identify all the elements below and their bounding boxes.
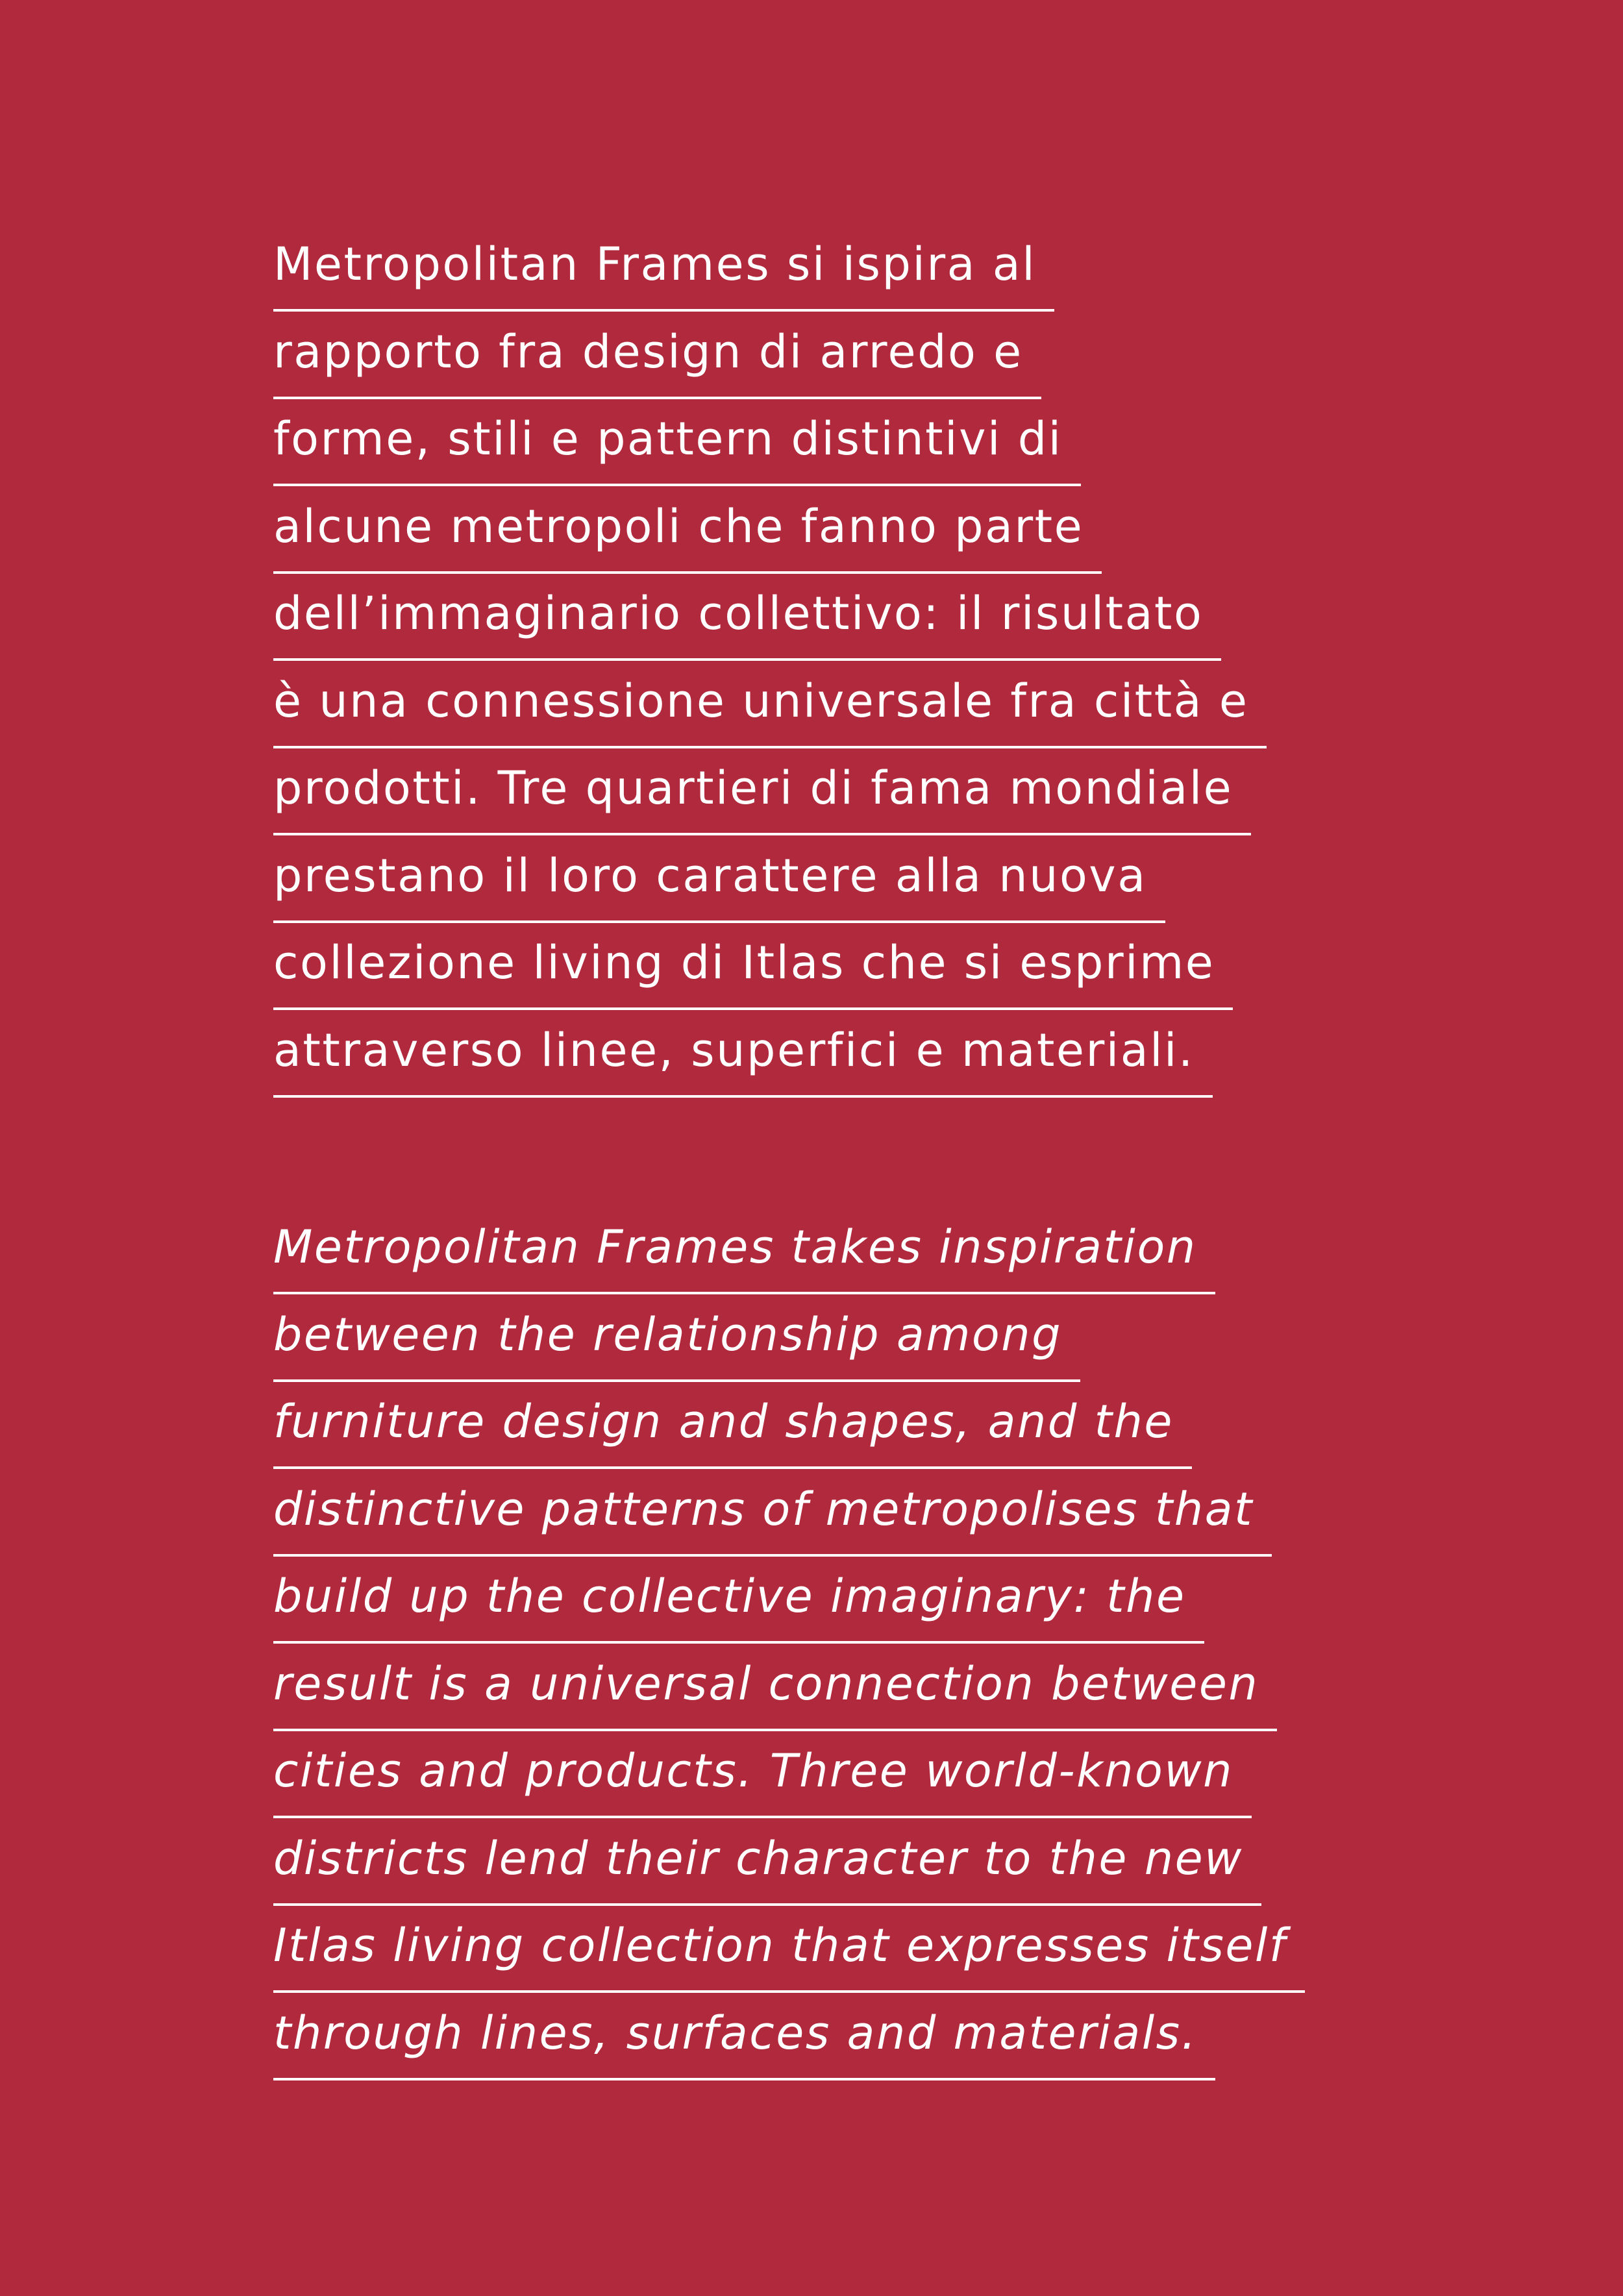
- line-text: collezione living di Itlas che si esprime: [273, 930, 1233, 1010]
- line-text: alcune metropoli che fanno parte: [273, 494, 1102, 574]
- english-line: [273, 1913, 1305, 2001]
- line-text: è una connessione universale fra città e: [273, 669, 1267, 748]
- line-text: dell’immaginario collettivo: il risultato: [273, 581, 1221, 661]
- line-text: Metropolitan Frames takes inspiration: [273, 1215, 1215, 1294]
- line-text: districts lend their character to the new: [273, 1826, 1261, 1906]
- line-text: forme, stili e pattern distintivi di: [273, 406, 1081, 486]
- line-text: attraverso linee, superfici e materiali.: [273, 1018, 1213, 1098]
- italian-line: [273, 494, 1102, 582]
- english-line: [273, 1826, 1261, 1914]
- english-line: [273, 1302, 1080, 1390]
- english-line: [273, 1651, 1277, 1739]
- italian-line: [273, 1018, 1213, 1105]
- italian-line: [273, 669, 1267, 756]
- line-text: Metropolitan Frames si ispira al: [273, 232, 1054, 312]
- english-line: [273, 1564, 1204, 1651]
- line-text: result is a universal connection between: [273, 1651, 1277, 1731]
- line-text: prodotti. Tre quartieri di fama mondiale: [273, 756, 1251, 835]
- english-line: [273, 1477, 1272, 1564]
- line-text: prestano il loro carattere alla nuova: [273, 843, 1165, 923]
- line-text: rapporto fra design di arredo e: [273, 319, 1041, 399]
- line-text: between the relationship among: [273, 1302, 1080, 1382]
- english-paragraph: [273, 1215, 1305, 2088]
- italian-line: [273, 843, 1165, 931]
- italian-paragraph: [273, 232, 1267, 1105]
- line-text: furniture design and shapes, and the: [273, 1389, 1192, 1469]
- italian-line: [273, 319, 1041, 407]
- english-line: [273, 1389, 1192, 1477]
- italian-line: [273, 756, 1251, 843]
- line-text: build up the collective imaginary: the: [273, 1564, 1204, 1644]
- english-line: [273, 1215, 1215, 1302]
- line-text: through lines, surfaces and materials.: [273, 2001, 1215, 2080]
- italian-line: [273, 406, 1081, 494]
- italian-line: [273, 930, 1233, 1018]
- italian-line: [273, 232, 1054, 319]
- english-line: [273, 1738, 1252, 1826]
- line-text: distinctive patterns of metropolises that: [273, 1477, 1272, 1557]
- english-line: [273, 2001, 1215, 2088]
- line-text: Itlas living collection that expresses itself: [273, 1913, 1305, 1993]
- line-text: cities and products. Three world-known: [273, 1738, 1252, 1818]
- italian-line: [273, 581, 1221, 669]
